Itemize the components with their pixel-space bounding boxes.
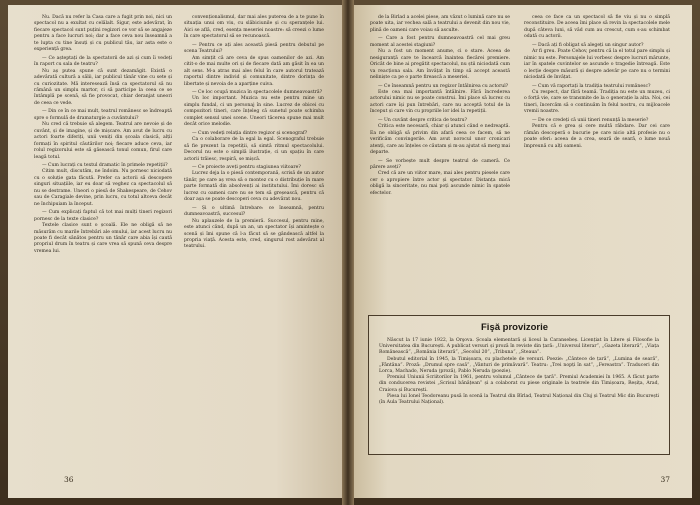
interview-question: — Din ce în ce mai mult, teatrul românesc se îndreaptă spre o formulă de dramaturgie a cuvântului? [34,109,172,121]
interview-paragraph: convenționalismul, dar mai ales puterea de a te pune în situația unui om viu, cu slăbiciunile și cu speranțele lui. Aici se află, cred, esența meseriei noastre: să creezi o lume în care spectatorul să se recunoască. [184,15,324,40]
left-page-column-2 [184,15,324,251]
interview-question: — Cum vedeți relația dintre regizor și scenograf? [192,130,308,136]
interview-paragraph: de la Birlad a acelei piese, am văzut o lumină care nu se poate uita, iar vechea sală a teatrului a devenit din nou vie, plină de oameni care voiau să asculte. [370,15,510,33]
interview-paragraph: Textele clasice sunt o școală. Ele ne obligă să ne măsurăm cu marile întrebări ale omului, iar acest lucru nu poate fi decât sănătos pentru un tânăr care abia își caută propriul drum în teatru și care vrea să spună ceva despre vremea lui. [34,223,172,254]
interview-paragraph: Nu aplauzele de la premieră. Succesul, pentru mine, este atunci când, după un an, un spectator își amintește o scenă și îmi spune că l-a făcut să se gândească altfel la propria viață. Acesta este, cred, singurul rost adevărat al teatrului. [184,218,324,250]
right-page-number: 37 [660,475,670,484]
interview-paragraph: Nu aș putea spune că sunt dezamăgit. Există o adevărată cultură a sălii, iar publicul tânăr vine cu sete și cu curiozitate. Mă interesează însă ca spectatorul să nu rămână un simplu martor, ci să participe la ceea ce se întâmplă pe scenă, să fie provocat, chiar deranjat uneori de ceea ce vede. [34,68,172,106]
interview-paragraph: Am simțit că are ceva de spus oamenilor de azi. Am citit-o de mai multe ori și de fiecare dată am găsit în ea un alt sens. M-a atras mai ales felul în care autorul tratează raportul dintre individ și comunitate, dintre dorința de libertate și nevoia de a aparține cuiva. [184,55,324,87]
interview-paragraph: Nu a fost un moment anume, ci o stare. Aceea de nesiguranță care te încearcă înaintea fiecărei premiere. Oricât de bine ai pregătit spectacolul, nu știi niciodată cum va reacționa sala. Am învățat în timp să accept această neliniște ca pe o parte firească a meseriei. [370,49,510,81]
biography-title: Fişă provizorie [481,322,549,333]
interview-paragraph: Citim mult, discutăm, ne îndoim. Nu pornesc niciodată cu o soluție gata făcută. Prefer ca actorii să descopere singuri situațiile, iar eu doar să veghez ca spectacolul să nu se destrame. Uneori o piesă de Shakespeare, de Cehov sau de Caragiale devine, prin lucru, cu totul altceva decât ne închipuiam la început. [34,169,172,207]
interview-question: — Cum vă raportați la tradiția teatrului românesc? [532,83,651,89]
interview-paragraph: Un loc important. Muzica nu este pentru mine un simplu fundal, ci un personaj în sine. Lucrez de obicei cu compozitori tineri, care înțeleg că sunetul poate schimba complet sensul unei scene. Uneori tăcerea spune mai mult decât orice melodie. [184,96,324,128]
interview-question: — Care a fost pentru dumneavoastră cel mai greu moment al acestei stagiuni? [370,36,510,48]
left-page [8,5,342,498]
biography-box [368,315,670,455]
interview-question: — Pentru ce ați ales această piesă pentru debutul pe scena Teatrului? [184,42,324,55]
right-page-column-1 [370,15,510,197]
interview-question: — Se vorbește mult despre teatrul de cameră. Ce părere aveți? [370,158,510,170]
interview-question: — Un cuvânt despre critica de teatru? [378,117,468,123]
interview-question: — Și o ultimă întrebare: ce înseamnă, pentru dumneavoastră, succesul? [184,205,324,218]
interview-question: — Ce loc ocupă muzica în spectacolele dumneavoastră? [192,89,323,95]
interview-paragraph: Nu cred că trebuie să alegem. Teatrul are nevoie și de cuvânt, și de imagine, și de mișcare. Am avut de lucru cu actori foarte diferiți, unii veniți din școala clasică, alții formați în spiritul căutărilor noi; fiecare aduce ceva, iar rolul regizorului este să găsească tonul comun, firul care leagă totul. [34,122,172,160]
left-page-column-1 [34,15,172,255]
interview-paragraph: Ar fi greu. Poate Cehov, pentru că la el totul pare simplu și nimic nu este. Personajele lui vorbesc despre lucruri mărunte, iar în spatele cuvintelor se ascunde o tragedie întreagă. Este o lecție despre măsură și despre adevăr pe care nu o termini niciodată de învățat. [524,49,670,81]
right-page [354,5,692,498]
biography-paragraph: Premiul Uniunii Scriitorilor în 1961, pentru volumul „Cântece de țară”. Premiul Academiei în 1965. A făcut parte din conducerea revistei „Scrisul bănățean” și a colaborat cu piese originale la teatrele din Timișoara, Reșița, Arad, Craiova și București. [379,375,659,393]
book-gutter [342,0,354,505]
interview-paragraph: ceea ce face ca un spectacol să fie viu și nu o simplă reconstituire. De aceea îmi place să revin la spectacolele mele după câteva luni, să văd cum au crescut, cum s-au schimbat odată cu actorii. [524,15,670,40]
interview-question: — Cum lucrați cu textul dramatic în primele repetiții? [42,162,168,168]
interview-paragraph: Cu respect, dar fără teamă. Tradiția nu este un muzeu, ci o forță vie, care se transmite de la o generație la alta. Noi, cei tineri, încercăm să o continuăm în felul nostru, cu mijloacele vremii noastre. [524,89,670,115]
interview-paragraph: Nu. Dacă nu refer la Casa care a fugit prin noi, nici un spectacol nu a exultat cu celălalt. Sigur, este adevărat, în fiecare spectacol sunt puțini regizori ce vor să se angajeze pentru a face lucruri noi; dar a face ceva nou înseamnă a te lupta cu tine însuți și cu publicul tău, iar asta este o experiență grea. [34,15,172,53]
interview-question: — Dacă ați fi obligat să alegeți un singur autor? [532,42,644,48]
interview-question: — De ce credeți că unii tineri renunță la meserie? [532,117,649,123]
interview-question: — Cum explicați faptul că tot mai mulți tineri regizori pornesc de la texte clasice? [34,210,172,222]
interview-paragraph: Este cea mai importantă întâlnire. Fără încrederea actorului nimic nu se poate construi. Îmi place să lucrez cu actori care își pun întrebări, care nu acceptă totul de la început și care vin cu propriile lor idei la repetiții. [370,89,510,115]
interview-paragraph: Pentru că e grea și cere multă răbdare. Dar cei care rămân descoperă o bucurie pe care nicio altă profesie nu o poate oferi: aceea de a crea, seară de seară, o lume nouă împreună cu alți oameni. [524,124,670,149]
biography-paragraph: Născut la 17 iunie 1922, la Orşova. Școala elementară și liceul la Caransebeș. Licențiat în Litere și Filosofie la Universitatea din București. A publicat versuri și proză în reviste din țară: „Universul literar”, „Gazeta literară”, „Viața Românească”, „România literară”, „Secolul 20”, „Tribuna”, „Steaua”. [379,338,659,356]
left-page-number: 36 [64,475,74,484]
interview-paragraph: Lucrez deja la o piesă contemporană, scrisă de un autor tânăr, pe care aș vrea să o montez cu o distribuție în mare parte formată din absolvenți ai institutului. Îmi doresc să lucrez cu oameni care nu se tem să greșească, pentru că doar așa se poate descoperi ceva cu adevărat nou. [184,171,324,203]
biography-paragraph: Debutul editorial în 1945, la Timișoara, cu plachetele de versuri. Poezie: „Cântece de țară”, „Lumina de seară”, „Fântâna”. Proză: „Drumul spre casă”, „Vânturi de primăvară”. Teatru: „Trei nopți în sat”, „Fereastra”. Traduceri din Lorca, Machado, Neruda (proză), Pablo Neruda (poezie). [379,356,659,375]
interview-question: — Ce așteptați de la spectatorii de azi și cum îi vedeți în raport cu sala de teatru? [34,55,172,68]
biography-text [379,338,659,406]
interview-question: — Ce înseamnă pentru un regizor întâlnirea cu actorul? [378,83,509,89]
right-page-column-2 [524,15,670,150]
interview-paragraph: Cred că are un viitor mare, mai ales pentru piesele care cer o apropiere între actor și spectator. Distanța mică obligă la sinceritate, nu mai poți ascunde nimic în spatele efectelor. [370,171,510,196]
interview-paragraph: Critica este necesară, chiar și atunci când e nedreaptă. Ea ne obligă să privim din afară ceea ce facem, să ne verificăm convingerile. Am avut norocul unor cronicari atenți, care au înțeles ce căutam și m-au ajutat să merg mai departe. [370,124,510,156]
interview-question: — Ce proiecte aveți pentru stagiunea viitoare? [192,164,301,170]
interview-paragraph: Ca o colaborare de la egal la egal. Scenograful trebuie să fie prezent la repetiții, să simtă ritmul spectacolului. Decorul nu este o simplă ilustrație, ci un spațiu în care actorii trăiesc, respiră, se mișcă. [184,137,324,162]
biography-paragraph: Piesa lui Ionel Teodoreanu pusă în scenă la Teatrul din Bîrlad, Teatrul Național din Cluj și Teatrul Mic din București (în Aula Teatrului Național). [379,393,659,406]
